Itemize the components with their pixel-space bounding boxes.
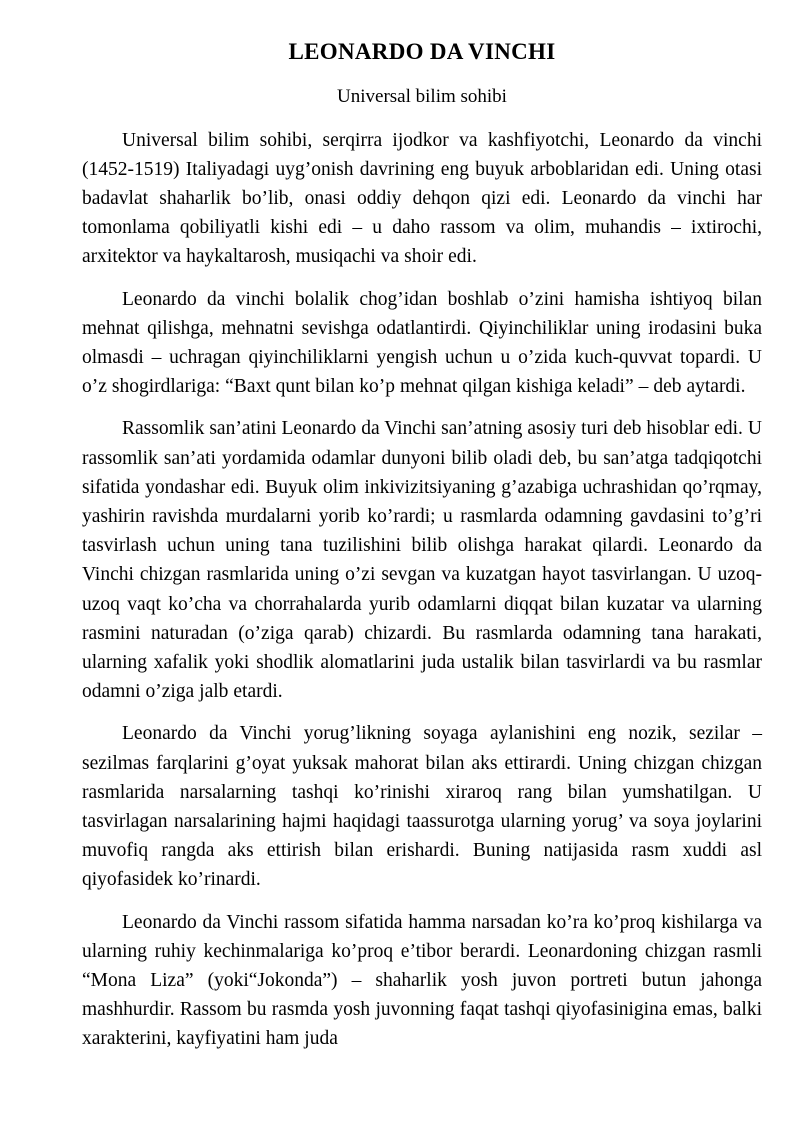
document-subtitle: Universal bilim sohibi	[337, 85, 507, 107]
body-paragraph: Leonardo da Vinchi yorug’likning soyaga aylanishini eng nozik, sezilar – sezilmas farqlarini g’oyat yuksak mahorat bilan aks ettirardi. Uning chizgan chizgan rasmlarida narsalarning tashqi ko’rinishi xiraroq rang bilan yumshatilgan. U tasvirlagan narsalarining hajmi haqidagi taassurotga ularning yorug’ va soya joylarini muvofiq rangda aks ettirish bilan erishardi. Buning natijasida rasm xuddi asl qiyofasidek ko’rinardi.	[82, 723, 762, 891]
document-title: LEONARDO DA VINCHI	[288, 39, 556, 64]
body-paragraph: Leonardo da vinchi bolalik chog’idan boshlab o’zini hamisha ishtiyoq bilan mehnat qilishga, mehnatni sevishga odatlantirdi. Qiyinchiliklar uning irodasini buka olmasdi – uchragan qiyinchiliklarni yengish uchun u o’zida kuch-quvvat topardi. U o’z shogirdlariga: “Baxt qunt bilan ko’p mehnat qilgan kishiga keladi” – deb aytardi.	[82, 288, 762, 398]
body-paragraph: Universal bilim sohibi, serqirra ijodkor va kashfiyotchi, Leonardo da vinchi (1452-1519) Italiyadagi uyg’onish davrining eng buyuk arboblaridan edi. Uning otasi badavlat shaharlik bo’lib, onasi oddiy dehqon qizi edi. Leonardo da vinchi har tomonlama qobiliyatli kishi edi – u daho rassom va olim, muhandis – ixtirochi, arxitektor va haykaltarosh, musiqachi va shoir edi.	[82, 129, 762, 268]
document-body	[82, 0, 762, 1054]
body-paragraph: Rassomlik san’atini Leonardo da Vinchi san’atning asosiy turi deb hisoblar edi. U rassomlik san’ati yordamida odamlar dunyoni bilib oladi deb, bu san’atga tadqiqotchi sifatida yondashar edi. Buyuk olim inkivizitsiyaning g’azabiga uchrashidan qo’rqmay, yashirin ravishda murdalarni yorib ko’rardi; u rasmlarda odamning gavdasini to’g’ri tasvirlash uchun uning tana tuzilishini bilib olishga harakat qilardi. Leonardo da Vinchi chizgan rasmlarida uning o’zi sevgan va kuzatgan hayot tasvirlangan. U uzoq- uzoq vaqt ko’cha va chorrahalarda yurib odamlarni diqqat bilan kuzatar va ularning rasmini naturadan (o’ziga qarab) chizardi. Bu rasmlarda odamning tana harakati, ularning xafalik yoki shodlik alomatlarini juda ustalik bilan tasvirlardi va bu rasmlar odamni o’ziga jalb etardi.	[82, 418, 762, 703]
body-paragraph: Leonardo da Vinchi rassom sifatida hamma narsadan ko’ra ko’proq kishilarga va ularning ruhiy kechinmalariga ko’proq e’tibor berardi. Leonardoning chizgan rasmli “Mona Liza” (yoki“Jokonda”) – shaharlik yosh juvon portreti butun jahonga mashhurdir. Rassom bu rasmda yosh juvonning faqat tashqi qiyofasinigina emas, balki xarakterini, kayfiyatini ham juda	[82, 911, 762, 1050]
